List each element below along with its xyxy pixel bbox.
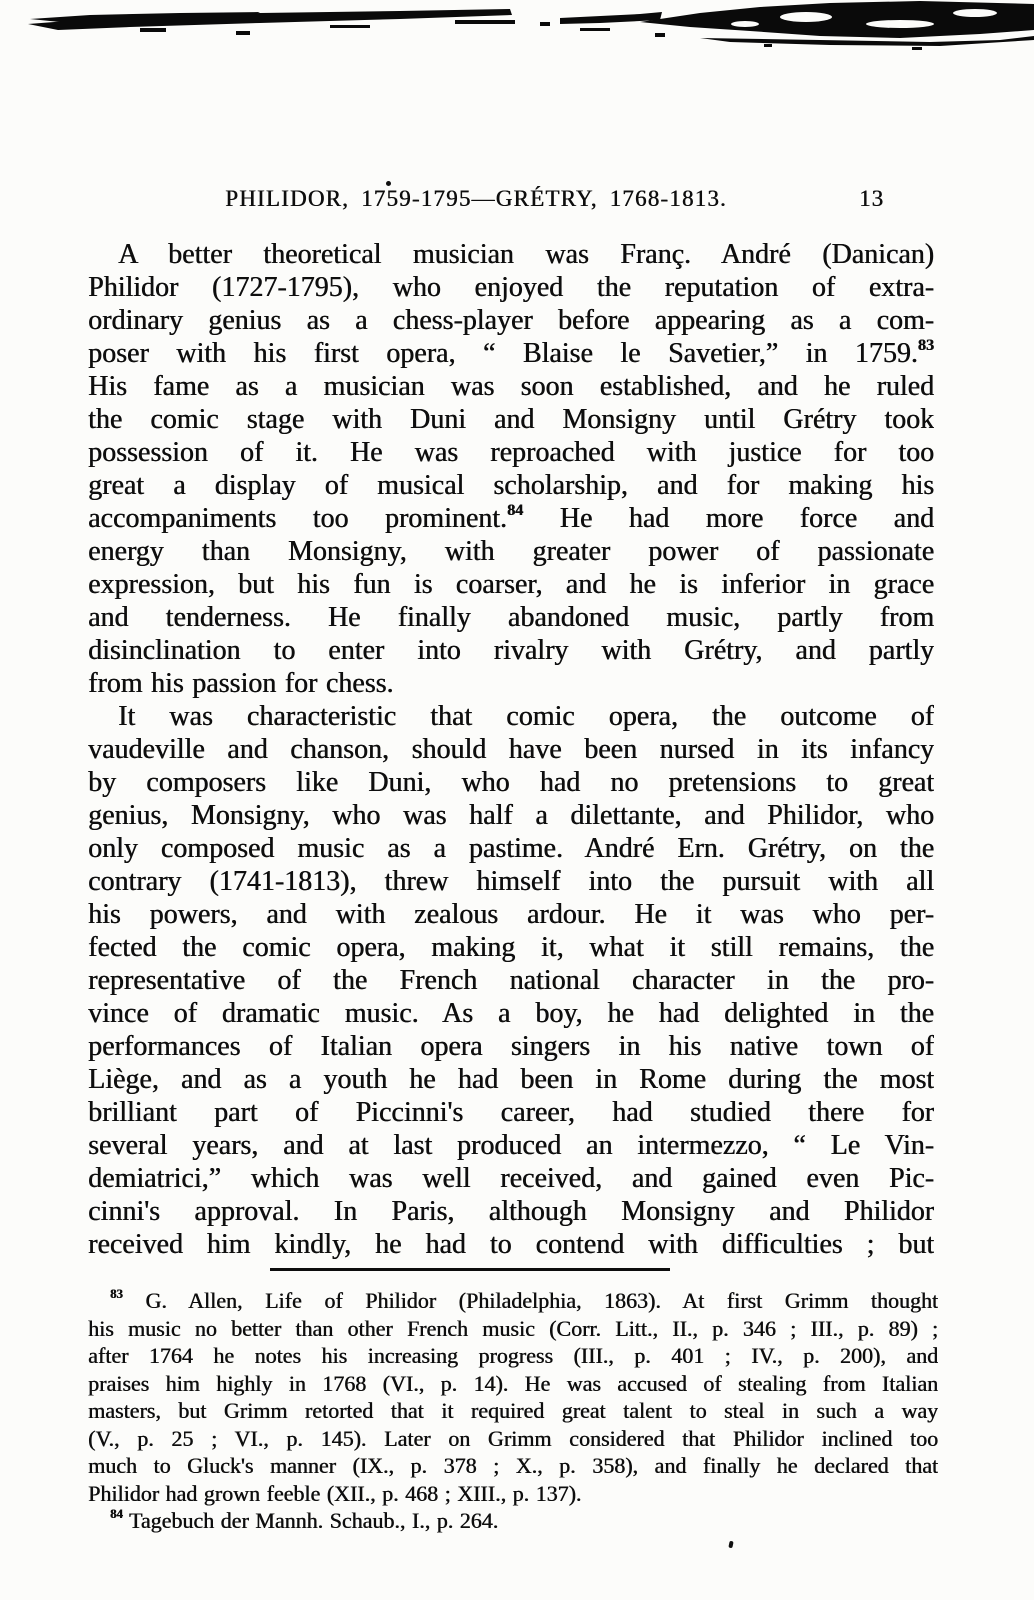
footnote-84 <box>88 1507 938 1535</box>
text-line: cinni's approval. In Paris, although Monsigny and Philidor <box>88 1196 934 1227</box>
text-line: great a display of musical scholarship, and for making his <box>88 470 934 501</box>
text-line: possession of it. He was reproached with justice for too <box>88 437 934 468</box>
footnote-line: masters, but Grimm retorted that it required great talent to steal in such a way <box>88 1398 938 1423</box>
text-line: the comic stage with Duni and Monsigny until Grétry took <box>88 404 934 435</box>
footnote-reference-84: 84 <box>506 502 524 519</box>
text-line <box>88 337 934 370</box>
text-line: genius, Monsigny, who was half a dilettante, and Philidor, who <box>88 800 934 831</box>
footnote-line: much to Gluck's manner (IX., p. 378 ; X., p. 358), and finally he declared that <box>88 1453 938 1478</box>
text-segment: accompaniments too prominent. <box>88 503 507 534</box>
footnote-line: Philidor had grown feeble (XII., p. 468 ; XIII., p. 137). <box>88 1480 582 1506</box>
text-line: from his passion for chess. <box>88 668 394 699</box>
page-header <box>88 186 934 218</box>
text-line: performances of Italian opera singers in his native town of <box>88 1031 934 1062</box>
scan-ink-smudge <box>0 0 1034 60</box>
footnote-line: (V., p. 25 ; VI., p. 145). Later on Grimm considered that Philidor inclined too <box>88 1425 938 1451</box>
text-segment: poser with his first opera, “ Blaise le Savetier,” in 1759. <box>88 338 918 369</box>
footnote-marker-84: 84 <box>110 1507 123 1521</box>
text-line: his powers, and with zealous ardour. He it was who per- <box>88 899 934 930</box>
text-line: vince of dramatic music. As a boy, he had delighted in the <box>88 998 934 1029</box>
footnotes <box>88 1287 938 1535</box>
text-segment: Tagebuch der Mannh. Schaub., I., p. 264. <box>128 1508 499 1533</box>
scan-speck <box>728 1541 733 1549</box>
paragraph-2 <box>88 700 934 1261</box>
text-line <box>88 502 934 535</box>
text-line: It was characteristic that comic opera, the outcome of <box>118 701 934 732</box>
text-line: received him kindly, he had to contend with difficulties ; but <box>88 1229 934 1260</box>
text-line: by composers like Duni, who had no pretensions to great <box>88 767 934 798</box>
footnote-83 <box>88 1287 938 1507</box>
text-segment: G. Allen, Life of Philidor (Philadelphia, 1863). At first Grimm thought <box>145 1288 938 1313</box>
text-line: ordinary genius as a chess-player before appearing as a com- <box>88 305 934 336</box>
text-line: only composed music as a pastime. André Ern. Grétry, on the <box>88 833 934 864</box>
footnote-line <box>88 1507 938 1535</box>
text-line: and tenderness. He finally abandoned music, partly from <box>88 602 934 633</box>
text-line: Liège, and as a youth he had been in Rome during the most <box>88 1064 934 1095</box>
footnote-separator <box>270 1268 670 1271</box>
footnote-line: his music no better than other French music (Corr. Litt., II., p. 346 ; III., p. 89) ; <box>88 1315 938 1341</box>
body-text <box>88 238 934 1261</box>
text-line: representative of the French national character in the pro- <box>88 965 934 996</box>
text-line: fected the comic opera, making it, what it still remains, the <box>88 932 934 963</box>
text-line: Philidor (1727-1795), who enjoyed the reputation of extra- <box>88 272 934 303</box>
text-line: energy than Monsigny, with greater power of passionate <box>88 536 934 567</box>
text-line: expression, but his fun is coarser, and he is inferior in grace <box>88 569 934 600</box>
text-line: contrary (1741-1813), threw himself into the pursuit with all <box>88 866 934 897</box>
text-line: several years, and at last produced an intermezzo, “ Le Vin- <box>88 1130 934 1161</box>
text-segment: He had more force and <box>523 503 934 534</box>
text-line: A better theoretical musician was Franç. André (Danican) <box>118 239 934 270</box>
footnote-reference-83: 83 <box>917 337 934 354</box>
text-line: brilliant part of Piccinni's career, had studied there for <box>88 1097 934 1128</box>
footnote-marker-83: 83 <box>110 1287 123 1301</box>
page-number: 13 <box>859 186 884 211</box>
text-line: disinclination to enter into rivalry with Grétry, and partly <box>88 635 934 666</box>
text-line: His fame as a musician was soon established, and he ruled <box>88 371 934 402</box>
footnote-line: praises him highly in 1768 (VI., p. 14). He was accused of stealing from Italian <box>88 1370 938 1396</box>
text-line: vaudeville and chanson, should have been nursed in its infancy <box>88 734 934 765</box>
footnote-line <box>88 1287 938 1315</box>
footnote-line: after 1764 he notes his increasing progress (III., p. 401 ; IV., p. 200), and <box>88 1343 938 1368</box>
paragraph-1 <box>88 238 934 700</box>
text-line: demiatrici,” which was well received, and gained even Pic- <box>88 1163 934 1194</box>
running-title: PHILIDOR, 1759-1795—GRÉTRY, 1768-1813. <box>225 186 727 211</box>
